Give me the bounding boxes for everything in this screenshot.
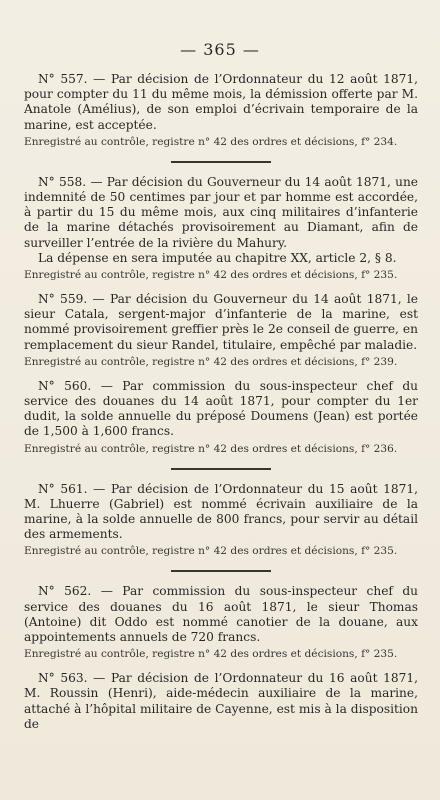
spacer [24, 369, 418, 379]
entry-563 [24, 671, 418, 732]
section-divider [171, 161, 271, 163]
entry-558 [24, 175, 418, 282]
entry-text: N° 563. — Par décision de l’Ordonnateur du 16 août 1871, M. Roussin (Henri), aide-médecin auxiliaire de la marine, attaché à l’hôpital militaire de Cayenne, est mis à la disposition de [24, 671, 418, 731]
entry-text: N° 562. — Par commission du sous-inspecteur chef du service des douanes du 16 août 1871, le sieur Thomas (Antoine) dit Oddo est nommé canotier de la douane, aux appointements annuels de 720 francs. [24, 584, 418, 645]
entry-text: N° 558. — Par décision du Gouverneur du 14 août 1871, une indemnité de 50 centimes par jour et par homme est accordée, à partir du 15 du même mois, aux cinq militaires d’infanterie de la marine détachés provisoirement au Diamant, afin de surveiller l’entrée de la rivière du Mahury. [24, 174, 418, 250]
entry-562 [24, 584, 418, 661]
spacer [24, 661, 418, 671]
entry-557 [24, 72, 418, 149]
entry-note: Enregistré au contrôle, registre n° 42 des ordres et décisions, f° 235. [24, 648, 398, 661]
entry-note: Enregistré au contrôle, registre n° 42 des ordres et décisions, f° 235. [24, 269, 398, 282]
entry-note: Enregistré au contrôle, registre n° 42 des ordres et décisions, f° 234. [24, 135, 398, 148]
entry-extra: La dépense en sera imputée au chapitre XX, article 2, § 8. [38, 250, 397, 265]
entry-note: Enregistré au contrôle, registre n° 42 des ordres et décisions, f° 239. [24, 355, 398, 368]
entry-text: N° 559. — Par décision du Gouverneur du 14 août 1871, le sieur Catala, sergent-major d’infanterie de la marine, est nommé provisoirement greffier près le 2e conseil de guerre, en remplacement du sieur Randel, titulaire, empêché par maladie. [24, 292, 418, 352]
page-number: — 365 — [180, 40, 260, 59]
entry-561 [24, 482, 418, 559]
entry-note: Enregistré au contrôle, registre n° 42 des ordres et décisions, f° 235. [24, 545, 398, 558]
section-divider [171, 570, 271, 572]
page-content [24, 72, 418, 732]
entry-560 [24, 379, 418, 456]
spacer [24, 282, 418, 292]
entry-text: N° 557. — Par décision de l’Ordonnateur du 12 août 1871, pour compter du 11 du même mois, la démission offerte par M. Anatole (Amélius), de son emploi d’écrivain temporaire de la marine, est acceptée. [24, 72, 418, 132]
entry-559 [24, 292, 418, 369]
entry-text: N° 561. — Par décision de l’Ordonnateur du 15 août 1871, M. Lhuerre (Gabriel) est nommé écrivain auxiliaire de la marine, à la solde annuelle de 800 francs, pour servir au détail des armements. [24, 481, 418, 542]
entry-text: N° 560. — Par commission du sous-inspecteur chef du service des douanes du 14 août 1871, pour compter du 1er dudit, la solde annuelle du préposé Doumens (Jean) est portée de 1,500 à 1,600 francs. [24, 378, 418, 439]
section-divider [171, 468, 271, 470]
entry-note: Enregistré au contrôle, registre n° 42 des ordres et décisions, f° 236. [24, 442, 398, 455]
